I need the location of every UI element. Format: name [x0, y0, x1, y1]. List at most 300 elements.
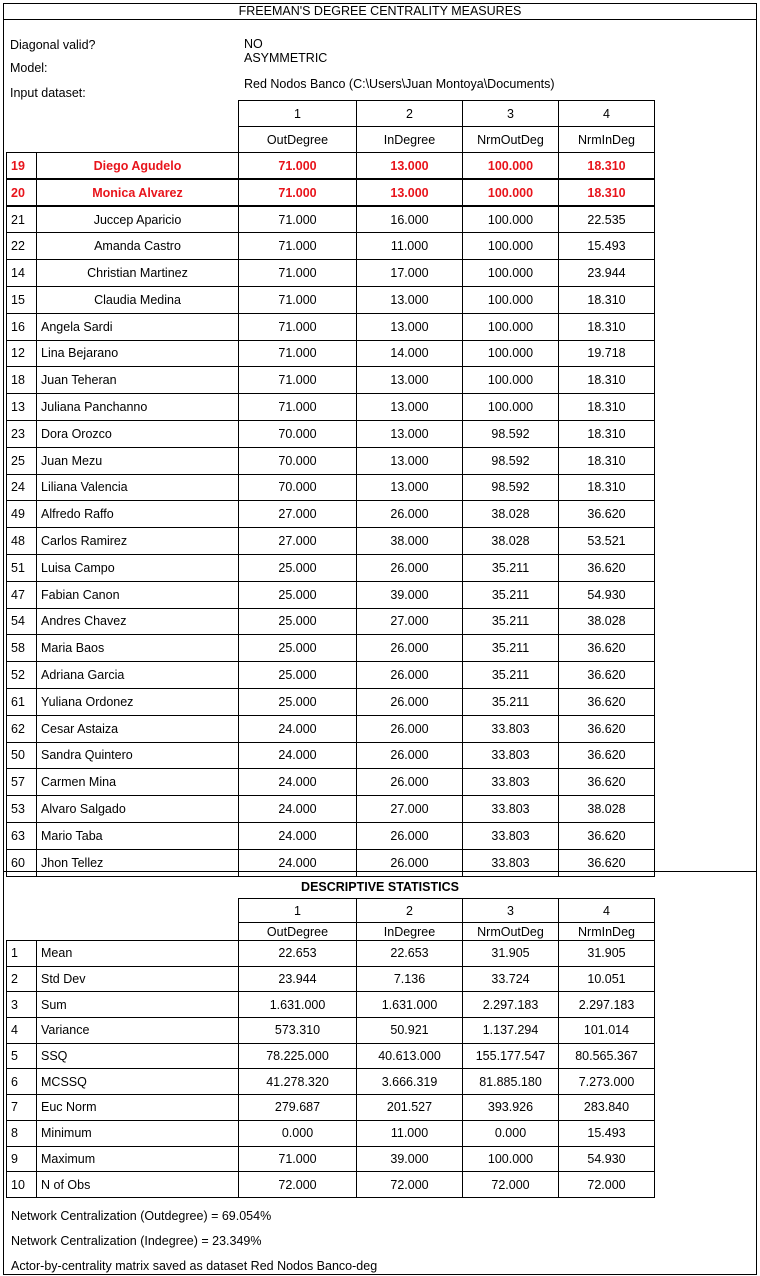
stats-row — [7, 1120, 655, 1146]
blank-cell — [7, 127, 37, 153]
value-cell: 71.000 — [239, 233, 357, 260]
report-frame — [3, 3, 757, 1275]
table-row — [7, 153, 655, 180]
value-cell: 27.000 — [357, 796, 463, 823]
actor-id: 58 — [7, 635, 37, 662]
actor-id: 24 — [7, 474, 37, 501]
stat-value: 78.225.000 — [239, 1043, 357, 1069]
actor-name: Juliana Panchanno — [37, 394, 239, 421]
table-row — [7, 608, 655, 635]
stat-value: 22.653 — [239, 941, 357, 967]
column-header: InDegree — [357, 923, 463, 941]
column-header: NrmInDeg — [559, 127, 655, 153]
actor-name: Cesar Astaiza — [37, 715, 239, 742]
actor-id: 21 — [7, 206, 37, 233]
actor-id: 18 — [7, 367, 37, 394]
input-dataset-label: Input dataset: — [10, 86, 86, 100]
value-cell: 98.592 — [463, 420, 559, 447]
value-cell: 18.310 — [559, 153, 655, 180]
actor-name: Luisa Campo — [37, 554, 239, 581]
value-cell: 100.000 — [463, 367, 559, 394]
diagonal-value: NO — [244, 37, 263, 51]
actor-name: Alvaro Salgado — [37, 796, 239, 823]
value-cell: 35.211 — [463, 608, 559, 635]
table-row — [7, 206, 655, 233]
actor-id: 13 — [7, 394, 37, 421]
value-cell: 18.310 — [559, 313, 655, 340]
stats-title: DESCRIPTIVE STATISTICS — [301, 880, 459, 894]
table-row — [7, 394, 655, 421]
table-row — [7, 340, 655, 367]
actor-id: 25 — [7, 447, 37, 474]
stat-name: MCSSQ — [37, 1069, 239, 1095]
actor-name: Dora Orozco — [37, 420, 239, 447]
value-cell: 26.000 — [357, 742, 463, 769]
saved-dataset-note: Actor-by-centrality matrix saved as dataset Red Nodos Banco-deg — [11, 1259, 378, 1273]
stat-value: 0.000 — [463, 1120, 559, 1146]
value-cell: 25.000 — [239, 554, 357, 581]
actor-name: Monica Alvarez — [37, 179, 239, 206]
value-cell: 27.000 — [357, 608, 463, 635]
value-cell: 23.944 — [559, 260, 655, 287]
stat-value: 2.297.183 — [463, 992, 559, 1018]
stat-value: 33.724 — [463, 966, 559, 992]
stats-row — [7, 1146, 655, 1172]
value-cell: 100.000 — [463, 206, 559, 233]
value-cell: 70.000 — [239, 420, 357, 447]
column-number: 4 — [559, 101, 655, 127]
value-cell: 33.803 — [463, 742, 559, 769]
stat-value: 283.840 — [559, 1095, 655, 1121]
stat-id: 6 — [7, 1069, 37, 1095]
column-number: 3 — [463, 101, 559, 127]
value-cell: 33.803 — [463, 769, 559, 796]
table-row — [7, 501, 655, 528]
column-name-row — [7, 127, 655, 153]
stat-value: 2.297.183 — [559, 992, 655, 1018]
value-cell: 26.000 — [357, 688, 463, 715]
value-cell: 100.000 — [463, 394, 559, 421]
stats-row — [7, 941, 655, 967]
value-cell: 24.000 — [239, 715, 357, 742]
stat-id: 1 — [7, 941, 37, 967]
stat-name: Sum — [37, 992, 239, 1018]
column-number: 1 — [239, 101, 357, 127]
diagonal-label: Diagonal valid? — [10, 38, 96, 52]
blank-cell — [37, 923, 239, 941]
table-row — [7, 286, 655, 313]
actor-name: Juan Teheran — [37, 367, 239, 394]
actor-id: 19 — [7, 153, 37, 180]
table-row — [7, 581, 655, 608]
actor-name: Alfredo Raffo — [37, 501, 239, 528]
actor-id: 53 — [7, 796, 37, 823]
value-cell: 33.803 — [463, 849, 559, 876]
value-cell: 100.000 — [463, 179, 559, 206]
value-cell: 22.535 — [559, 206, 655, 233]
value-cell: 18.310 — [559, 420, 655, 447]
value-cell: 13.000 — [357, 367, 463, 394]
model-value: ASYMMETRIC — [244, 51, 328, 65]
actor-id: 23 — [7, 420, 37, 447]
column-number: 4 — [559, 899, 655, 923]
stat-value: 101.014 — [559, 1018, 655, 1044]
value-cell: 25.000 — [239, 581, 357, 608]
value-cell: 18.310 — [559, 286, 655, 313]
column-header: OutDegree — [239, 127, 357, 153]
actor-name: Carmen Mina — [37, 769, 239, 796]
stat-id: 5 — [7, 1043, 37, 1069]
stat-value: 22.653 — [357, 941, 463, 967]
stat-value: 7.136 — [357, 966, 463, 992]
stat-name: Std Dev — [37, 966, 239, 992]
value-cell: 100.000 — [463, 260, 559, 287]
column-header: InDegree — [357, 127, 463, 153]
centralization-outdegree: Network Centralization (Outdegree) = 69.054% — [11, 1209, 272, 1223]
value-cell: 14.000 — [357, 340, 463, 367]
actor-id: 16 — [7, 313, 37, 340]
value-cell: 100.000 — [463, 340, 559, 367]
blank-cell — [37, 899, 239, 923]
table-row — [7, 662, 655, 689]
stat-name: Maximum — [37, 1146, 239, 1172]
stat-value: 31.905 — [559, 941, 655, 967]
actor-id: 12 — [7, 340, 37, 367]
value-cell: 100.000 — [463, 153, 559, 180]
stat-name: Variance — [37, 1018, 239, 1044]
stats-row — [7, 1043, 655, 1069]
value-cell: 17.000 — [357, 260, 463, 287]
value-cell: 33.803 — [463, 822, 559, 849]
actor-id: 47 — [7, 581, 37, 608]
actor-id: 48 — [7, 528, 37, 555]
table-row — [7, 796, 655, 823]
model-label: Model: — [10, 61, 48, 75]
value-cell: 26.000 — [357, 662, 463, 689]
value-cell: 98.592 — [463, 474, 559, 501]
value-cell: 71.000 — [239, 340, 357, 367]
stat-name: SSQ — [37, 1043, 239, 1069]
value-cell: 71.000 — [239, 206, 357, 233]
value-cell: 26.000 — [357, 635, 463, 662]
table-row — [7, 742, 655, 769]
stat-value: 39.000 — [357, 1146, 463, 1172]
stat-id: 3 — [7, 992, 37, 1018]
value-cell: 13.000 — [357, 286, 463, 313]
column-header: NrmInDeg — [559, 923, 655, 941]
actor-name: Juan Mezu — [37, 447, 239, 474]
value-cell: 13.000 — [357, 394, 463, 421]
value-cell: 71.000 — [239, 260, 357, 287]
column-number: 1 — [239, 899, 357, 923]
table-row — [7, 822, 655, 849]
value-cell: 24.000 — [239, 849, 357, 876]
stat-value: 50.921 — [357, 1018, 463, 1044]
value-cell: 36.620 — [559, 715, 655, 742]
value-cell: 35.211 — [463, 581, 559, 608]
table-row — [7, 367, 655, 394]
value-cell: 70.000 — [239, 447, 357, 474]
actor-name: Andres Chavez — [37, 608, 239, 635]
value-cell: 16.000 — [357, 206, 463, 233]
stat-value: 72.000 — [463, 1172, 559, 1198]
table-row — [7, 688, 655, 715]
actor-name: Angela Sardi — [37, 313, 239, 340]
value-cell: 18.310 — [559, 394, 655, 421]
value-cell: 25.000 — [239, 688, 357, 715]
actor-name: Sandra Quintero — [37, 742, 239, 769]
table-row — [7, 313, 655, 340]
stats-row — [7, 992, 655, 1018]
actor-id: 62 — [7, 715, 37, 742]
value-cell: 27.000 — [239, 501, 357, 528]
column-number-row — [7, 101, 655, 127]
stat-value: 279.687 — [239, 1095, 357, 1121]
value-cell: 18.310 — [559, 367, 655, 394]
value-cell: 70.000 — [239, 474, 357, 501]
actor-id: 63 — [7, 822, 37, 849]
blank-cell — [7, 101, 37, 127]
value-cell: 38.028 — [559, 608, 655, 635]
table-row — [7, 260, 655, 287]
stat-value: 201.527 — [357, 1095, 463, 1121]
value-cell: 25.000 — [239, 608, 357, 635]
actor-name: Carlos Ramirez — [37, 528, 239, 555]
actor-id: 50 — [7, 742, 37, 769]
actor-name: Juccep Aparicio — [37, 206, 239, 233]
table-row — [7, 635, 655, 662]
stat-value: 1.631.000 — [239, 992, 357, 1018]
value-cell: 18.310 — [559, 474, 655, 501]
value-cell: 36.620 — [559, 662, 655, 689]
value-cell: 13.000 — [357, 153, 463, 180]
stat-value: 15.493 — [559, 1120, 655, 1146]
stat-name: Euc Norm — [37, 1095, 239, 1121]
value-cell: 35.211 — [463, 554, 559, 581]
actor-name: Christian Martinez — [37, 260, 239, 287]
report-title: FREEMAN'S DEGREE CENTRALITY MEASURES — [4, 4, 756, 20]
table-row — [7, 420, 655, 447]
stats-row — [7, 966, 655, 992]
centrality-table — [6, 100, 655, 877]
value-cell: 18.310 — [559, 179, 655, 206]
value-cell: 38.000 — [357, 528, 463, 555]
stat-id: 2 — [7, 966, 37, 992]
value-cell: 36.620 — [559, 849, 655, 876]
value-cell: 35.211 — [463, 635, 559, 662]
value-cell: 26.000 — [357, 849, 463, 876]
value-cell: 24.000 — [239, 822, 357, 849]
table-row — [7, 769, 655, 796]
table-row — [7, 554, 655, 581]
value-cell: 26.000 — [357, 501, 463, 528]
actor-id: 49 — [7, 501, 37, 528]
column-number-row — [7, 899, 655, 923]
column-header: NrmOutDeg — [463, 923, 559, 941]
stat-id: 7 — [7, 1095, 37, 1121]
stat-id: 4 — [7, 1018, 37, 1044]
value-cell: 36.620 — [559, 688, 655, 715]
section-divider — [4, 871, 756, 872]
value-cell: 39.000 — [357, 581, 463, 608]
stat-value: 72.000 — [239, 1172, 357, 1198]
value-cell: 53.521 — [559, 528, 655, 555]
value-cell: 36.620 — [559, 822, 655, 849]
stat-value: 10.051 — [559, 966, 655, 992]
table-row — [7, 233, 655, 260]
stat-value: 393.926 — [463, 1095, 559, 1121]
stats-row — [7, 1069, 655, 1095]
actor-name: Mario Taba — [37, 822, 239, 849]
value-cell: 24.000 — [239, 769, 357, 796]
value-cell: 54.930 — [559, 581, 655, 608]
table-row — [7, 447, 655, 474]
actor-id: 54 — [7, 608, 37, 635]
blank-cell — [7, 923, 37, 941]
stat-value: 7.273.000 — [559, 1069, 655, 1095]
blank-cell — [37, 127, 239, 153]
actor-name: Maria Baos — [37, 635, 239, 662]
column-header: NrmOutDeg — [463, 127, 559, 153]
table-row — [7, 715, 655, 742]
actor-id: 60 — [7, 849, 37, 876]
stat-value: 72.000 — [559, 1172, 655, 1198]
blank-cell — [7, 899, 37, 923]
value-cell: 100.000 — [463, 313, 559, 340]
table-row — [7, 528, 655, 555]
value-cell: 24.000 — [239, 742, 357, 769]
stat-value: 40.613.000 — [357, 1043, 463, 1069]
value-cell: 38.028 — [559, 796, 655, 823]
value-cell: 100.000 — [463, 233, 559, 260]
value-cell: 36.620 — [559, 554, 655, 581]
stat-value: 1.137.294 — [463, 1018, 559, 1044]
value-cell: 18.310 — [559, 447, 655, 474]
value-cell: 15.493 — [559, 233, 655, 260]
actor-name: Fabian Canon — [37, 581, 239, 608]
actor-id: 22 — [7, 233, 37, 260]
actor-name: Claudia Medina — [37, 286, 239, 313]
value-cell: 25.000 — [239, 662, 357, 689]
value-cell: 27.000 — [239, 528, 357, 555]
actor-name: Yuliana Ordonez — [37, 688, 239, 715]
actor-name: Amanda Castro — [37, 233, 239, 260]
stat-id: 8 — [7, 1120, 37, 1146]
value-cell: 13.000 — [357, 313, 463, 340]
actor-name: Jhon Tellez — [37, 849, 239, 876]
value-cell: 71.000 — [239, 313, 357, 340]
value-cell: 36.620 — [559, 501, 655, 528]
actor-name: Liliana Valencia — [37, 474, 239, 501]
column-number: 3 — [463, 899, 559, 923]
stat-value: 41.278.320 — [239, 1069, 357, 1095]
actor-id: 61 — [7, 688, 37, 715]
centralization-indegree: Network Centralization (Indegree) = 23.349% — [11, 1234, 262, 1248]
stat-value: 573.310 — [239, 1018, 357, 1044]
actor-id: 51 — [7, 554, 37, 581]
stat-value: 72.000 — [357, 1172, 463, 1198]
value-cell: 19.718 — [559, 340, 655, 367]
stat-value: 155.177.547 — [463, 1043, 559, 1069]
stat-value: 80.565.367 — [559, 1043, 655, 1069]
stats-row — [7, 1018, 655, 1044]
stat-value: 100.000 — [463, 1146, 559, 1172]
table-row — [7, 179, 655, 206]
column-number: 2 — [357, 101, 463, 127]
value-cell: 26.000 — [357, 769, 463, 796]
actor-id: 20 — [7, 179, 37, 206]
value-cell: 11.000 — [357, 233, 463, 260]
actor-id: 14 — [7, 260, 37, 287]
value-cell: 98.592 — [463, 447, 559, 474]
stat-id: 9 — [7, 1146, 37, 1172]
stat-value: 31.905 — [463, 941, 559, 967]
value-cell: 38.028 — [463, 528, 559, 555]
actor-name: Diego Agudelo — [37, 153, 239, 180]
value-cell: 35.211 — [463, 688, 559, 715]
value-cell: 35.211 — [463, 662, 559, 689]
value-cell: 26.000 — [357, 822, 463, 849]
actor-id: 15 — [7, 286, 37, 313]
actor-name: Adriana Garcia — [37, 662, 239, 689]
value-cell: 24.000 — [239, 796, 357, 823]
stat-value: 0.000 — [239, 1120, 357, 1146]
stat-value: 71.000 — [239, 1146, 357, 1172]
stat-value: 1.631.000 — [357, 992, 463, 1018]
value-cell: 13.000 — [357, 420, 463, 447]
stat-value: 54.930 — [559, 1146, 655, 1172]
value-cell: 26.000 — [357, 715, 463, 742]
blank-cell — [37, 101, 239, 127]
value-cell: 71.000 — [239, 153, 357, 180]
actor-id: 52 — [7, 662, 37, 689]
table-row — [7, 474, 655, 501]
stats-row — [7, 1095, 655, 1121]
stats-row — [7, 1172, 655, 1198]
value-cell: 100.000 — [463, 286, 559, 313]
value-cell: 36.620 — [559, 742, 655, 769]
stat-id: 10 — [7, 1172, 37, 1198]
stat-name: Mean — [37, 941, 239, 967]
value-cell: 13.000 — [357, 179, 463, 206]
stat-value: 81.885.180 — [463, 1069, 559, 1095]
value-cell: 13.000 — [357, 447, 463, 474]
value-cell: 13.000 — [357, 474, 463, 501]
stat-name: Minimum — [37, 1120, 239, 1146]
descriptive-statistics-table — [6, 898, 655, 1198]
stat-value: 3.666.319 — [357, 1069, 463, 1095]
value-cell: 36.620 — [559, 769, 655, 796]
column-number: 2 — [357, 899, 463, 923]
stat-name: N of Obs — [37, 1172, 239, 1198]
value-cell: 71.000 — [239, 179, 357, 206]
value-cell: 71.000 — [239, 286, 357, 313]
value-cell: 25.000 — [239, 635, 357, 662]
value-cell: 71.000 — [239, 367, 357, 394]
column-header: OutDegree — [239, 923, 357, 941]
value-cell: 26.000 — [357, 554, 463, 581]
value-cell: 33.803 — [463, 715, 559, 742]
value-cell: 33.803 — [463, 796, 559, 823]
value-cell: 36.620 — [559, 635, 655, 662]
column-name-row — [7, 923, 655, 941]
value-cell: 38.028 — [463, 501, 559, 528]
stat-value: 23.944 — [239, 966, 357, 992]
input-dataset-value: Red Nodos Banco (C:\Users\Juan Montoya\Documents) — [244, 77, 555, 91]
actor-id: 57 — [7, 769, 37, 796]
stat-value: 11.000 — [357, 1120, 463, 1146]
actor-name: Lina Bejarano — [37, 340, 239, 367]
